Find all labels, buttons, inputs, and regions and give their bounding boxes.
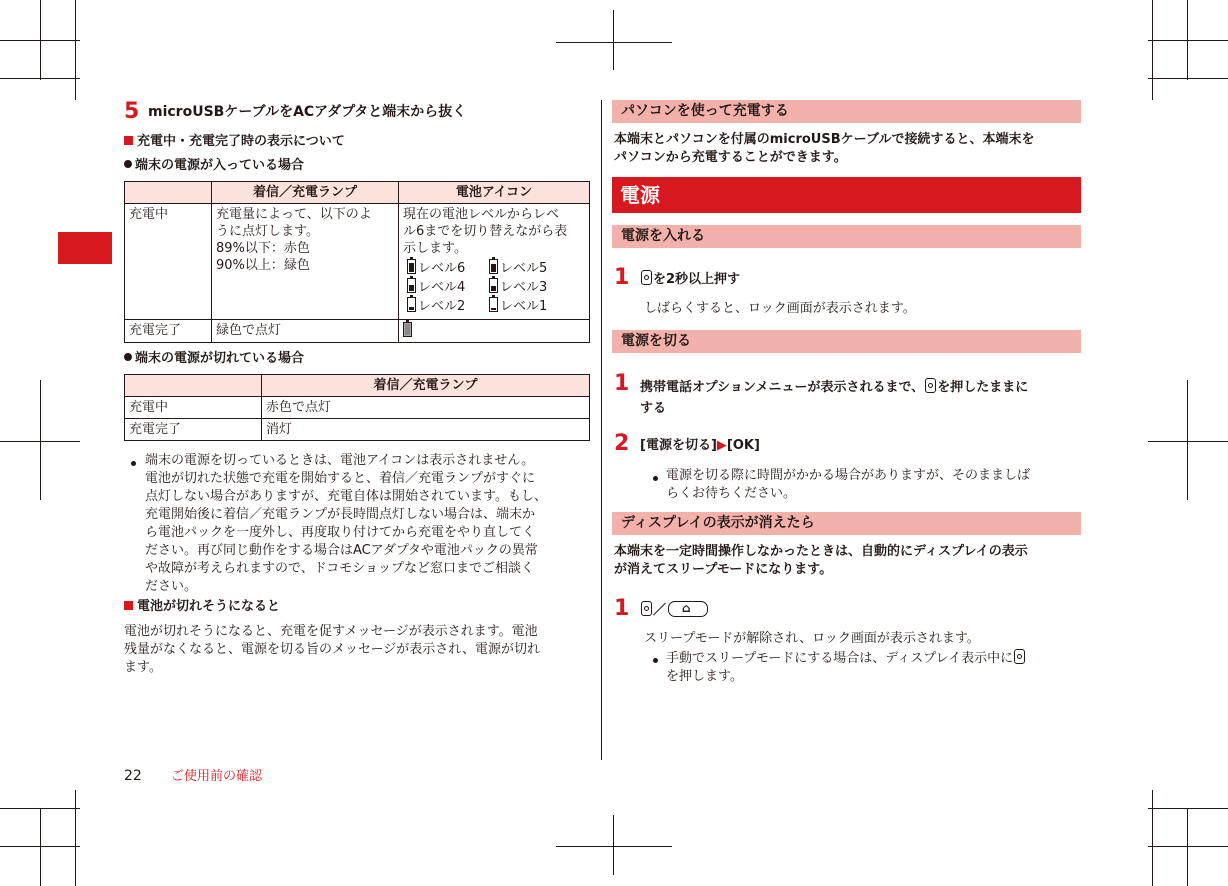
- step-text: を2秒以上押す: [640, 270, 740, 288]
- charge-table-power-on: [124, 181, 590, 343]
- step-text: [電源を切る]▶[OK]: [640, 438, 760, 453]
- note-text: 端末の電源を切っているときは、電池アイコンは表示されません。 電池が切れた状態で充電を開始すると、着信／充電ランプがすぐに 点灯しない場合がありますが、充電自体は開始されています。もし、 充電開始後に着信／充電ランプが長時間点灯しない場合は、端末か ら電池パックを一度外し、再度取り付けてから充電をやり直してく ださい。再び同じ動作をする場合はACアダプタや電池パックの異常 や故障が考えられますので、ドコモショップなど窓口までご相談く ださい。: [145, 453, 547, 594]
- table-cell: [399, 320, 590, 343]
- table-cell: 充電完了: [125, 320, 212, 343]
- arrow-icon: ▶: [716, 438, 727, 453]
- step-number: 1: [614, 265, 630, 290]
- battery-level2-icon: [407, 297, 416, 312]
- step-desc: しばらくすると、ロック画面が表示されます。: [644, 301, 916, 316]
- note-text: 電源を切る際に時間がかかる場合がありますが、そのまましば らくお待ちください。: [666, 468, 1031, 501]
- table-cell: 充電中: [125, 397, 262, 419]
- table-cell: 現在の電池レベルからレベ ル6までを切り替えながら表 示します。 レベル6 レベル5 レベル4 レベル3 レベル2 レベル1: [399, 204, 590, 320]
- chapter-title: 電源: [620, 183, 660, 207]
- bullet-icon: [124, 353, 132, 361]
- chapter-title-bar: [612, 177, 1081, 213]
- sub-heading: 端末の電源が入っている場合: [124, 157, 304, 174]
- battery-full-icon: [403, 322, 412, 337]
- battery-level4-icon: [407, 278, 416, 293]
- footer-section: ご使用前の確認: [171, 769, 263, 784]
- step-number: 5: [124, 99, 140, 124]
- table-cell: 充電完了: [125, 419, 262, 441]
- table-header: 着信／充電ランプ: [262, 375, 590, 397]
- section-bar-display-off: ディスプレイの表示が消えたら: [612, 512, 1081, 535]
- section-heading: 電池が切れそうになると: [124, 598, 280, 615]
- table-cell: 充電量によって、以下のよ うに点灯します。 89%以下：赤色 90%以上：緑色: [212, 204, 399, 320]
- battery-level6-icon: [407, 259, 416, 274]
- table-header: 電池アイコン: [399, 182, 590, 204]
- step-desc: スリープモードが解除され、ロック画面が表示されます。: [644, 631, 980, 646]
- table-header: 着信／充電ランプ: [212, 182, 399, 204]
- section-bar-power-off: 電源を切る: [612, 330, 1081, 353]
- section-heading: 充電中・充電完了時の表示について: [124, 133, 345, 150]
- battery-level5-icon: [489, 259, 498, 274]
- step-number: 2: [614, 431, 630, 456]
- charge-table-power-off: [124, 374, 590, 441]
- step-number: 1: [614, 596, 630, 621]
- sub-heading: 端末の電源が切れている場合: [124, 350, 304, 367]
- low-battery-text: 電池が切れそうになると、充電を促すメッセージが表示されます。電池 残量がなくなると、電源を切る旨のメッセージが表示され、電源が切れ ます。: [124, 624, 541, 675]
- step-number: 1: [614, 371, 630, 396]
- home-key-icon: [668, 601, 708, 617]
- page-number: 22: [124, 768, 142, 784]
- bullet-icon: [124, 160, 132, 168]
- bullet-icon: [653, 658, 658, 663]
- table-cell: 消灯: [262, 419, 590, 441]
- table-header: [125, 375, 262, 397]
- table-cell: 赤色で点灯: [262, 397, 590, 419]
- square-icon: [124, 136, 133, 145]
- display-off-text: 本端末を一定時間操作しなかったときは、自動的にディスプレイの表示 が消えてスリープモードになります。: [614, 544, 1028, 577]
- section-bar-power-on: 電源を入れる: [612, 225, 1081, 248]
- power-key-icon: [641, 601, 652, 616]
- table-cell: 充電中: [125, 204, 212, 320]
- bullet-icon: [131, 461, 136, 466]
- square-icon: [124, 601, 133, 610]
- battery-level1-icon: [489, 297, 498, 312]
- power-key-icon: [925, 378, 936, 393]
- chapter-tab: [58, 232, 112, 264]
- step-text: ／⌂: [640, 601, 708, 619]
- table-cell: 緑色で点灯: [212, 320, 399, 343]
- power-key-icon: [641, 270, 652, 285]
- table-header: [125, 182, 212, 204]
- power-key-icon: [1014, 649, 1025, 664]
- step-text: microUSBケーブルをACアダプタと端末から抜く: [148, 104, 467, 120]
- step-text: 携帯電話オプションメニューが表示されるまで、 を押したままに する: [640, 380, 1029, 416]
- column-divider: [601, 100, 602, 760]
- section-bar-pc-charge: パソコンを使って充電する: [612, 100, 1081, 123]
- note-text: 手動でスリープモードにする場合は、ディスプレイ表示中に を押します。: [666, 649, 1026, 686]
- pc-charge-text: 本端末とパソコンを付属のmicroUSBケーブルで接続すると、本端末を パソコンから充電することができます。: [614, 132, 1035, 165]
- bullet-icon: [653, 476, 658, 481]
- battery-level3-icon: [489, 278, 498, 293]
